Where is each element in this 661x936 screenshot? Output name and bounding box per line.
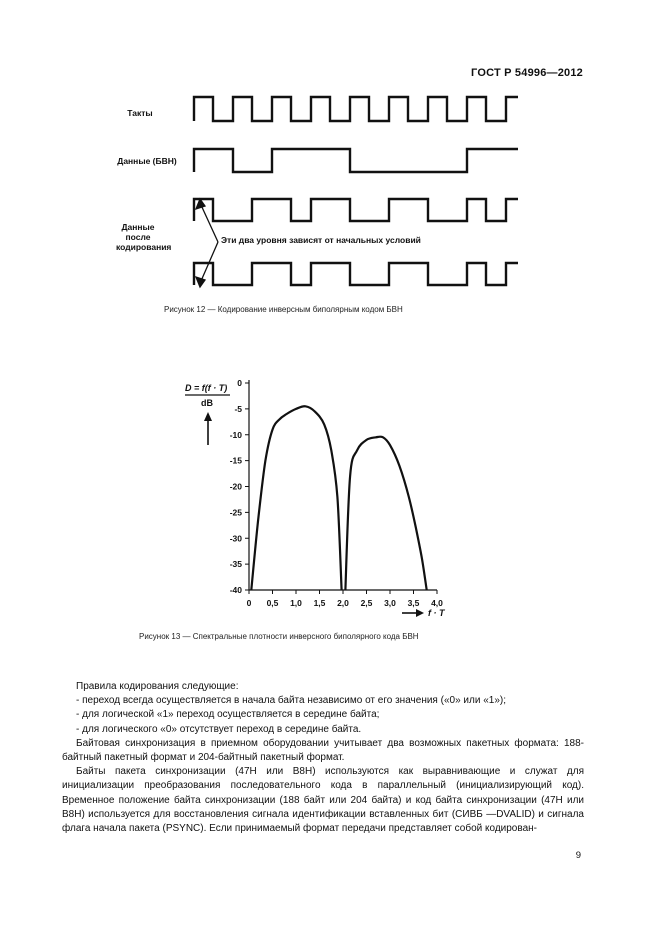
x-tick-label: 2,0	[337, 598, 349, 608]
series-line-lobe-2	[345, 437, 426, 590]
clock-waveform	[194, 97, 518, 121]
label-clock: Такты	[127, 108, 153, 118]
body-text	[62, 680, 584, 836]
chart-axes	[249, 380, 437, 590]
y-tick-label: -25	[229, 507, 242, 518]
coded-waveform-upper	[194, 199, 518, 221]
rule-item: - для логического «0» отсутствует переход в середине байта.	[76, 723, 362, 735]
chart-ylabel-bottom: dB	[201, 398, 213, 408]
annotation-text: Эти два уровня зависят от начальных условий	[221, 235, 421, 245]
y-tick-label: -40	[229, 585, 242, 595]
document-id: ГОСТ Р 54996—2012	[471, 67, 583, 79]
paragraph-sync-bytes: Байты пакета синхронизации (47H или B8H) используются как выравнивающие и служат для инициализации преобразования последовательного кода в параллельный (инициализирующий код). Временное положение байта синхронизации (188 байт или 204 байта) и код байта синхронизации (47H или B8H) используется для восстановления сигнала идентификации вставленных бит (СИВБ —DVALID) и сигнала флага начала пакета (PSYNC). Если принимаемый формат передачи представляет собой кодирован-	[62, 766, 584, 835]
figure-13-spectral-chart	[0, 360, 661, 630]
series-line-lobe-1	[251, 406, 341, 590]
x-tick-label: 1,0	[290, 598, 302, 608]
y-tick-label: -35	[229, 559, 242, 570]
x-tick-label: 2,5	[360, 598, 373, 608]
annotation-arrow-down	[201, 242, 218, 281]
rule-item: - для логической «1» переход осуществляется в середине байта;	[76, 709, 380, 721]
rules-intro: Правила кодирования следующие:	[76, 681, 239, 692]
y-tick-label: -15	[229, 455, 242, 466]
chart-xlabel: f · T	[428, 608, 445, 618]
x-arrow-icon	[416, 609, 424, 617]
label-coded: Данные после кодирования	[116, 222, 172, 252]
page-number: 9	[575, 850, 581, 861]
y-arrow-icon	[204, 412, 212, 421]
x-tick-label: 0,5	[266, 598, 279, 608]
rule-item: - переход всегда осуществляется в начала байта независимо от его значения («0» или «1»);	[76, 695, 506, 707]
annotation-arrow-up	[201, 205, 218, 242]
figure-12-timing-diagram	[0, 0, 661, 320]
x-tick-label: 1,5	[313, 598, 326, 608]
coded-waveform-lower	[194, 263, 518, 285]
y-tick-label: -20	[229, 481, 242, 492]
x-tick-label: 4,0	[431, 598, 443, 608]
label-data: Данные (БВН)	[117, 156, 177, 166]
figure-13-caption: Рисунок 13 — Спектральные плотности инверсного биполярного кода БВН	[139, 632, 419, 641]
figure-12-caption: Рисунок 12 — Кодирование инверсным биполярным кодом БВН	[164, 305, 403, 314]
chart-ylabel-top: D = f(f · T)	[185, 383, 228, 393]
arrowhead-up-icon	[196, 199, 205, 209]
y-tick-label: 0	[237, 378, 242, 388]
y-tick-label: -10	[229, 429, 242, 440]
paragraph-byte-sync: Байтовая синхронизация в приемном оборудовании учитывает два возможных пакетных формата: 188-байтный пакетный формат и 204-байтный пакетный формат.	[62, 737, 584, 764]
x-tick-label: 0	[246, 598, 252, 608]
y-tick-label: -30	[229, 533, 242, 544]
y-tick-label: -5	[234, 403, 242, 414]
arrowhead-down-icon	[196, 277, 205, 287]
chart-series	[251, 406, 426, 590]
x-tick-label: 3,5	[407, 598, 420, 608]
data-waveform	[194, 149, 518, 172]
x-tick-label: 3,0	[384, 598, 396, 608]
